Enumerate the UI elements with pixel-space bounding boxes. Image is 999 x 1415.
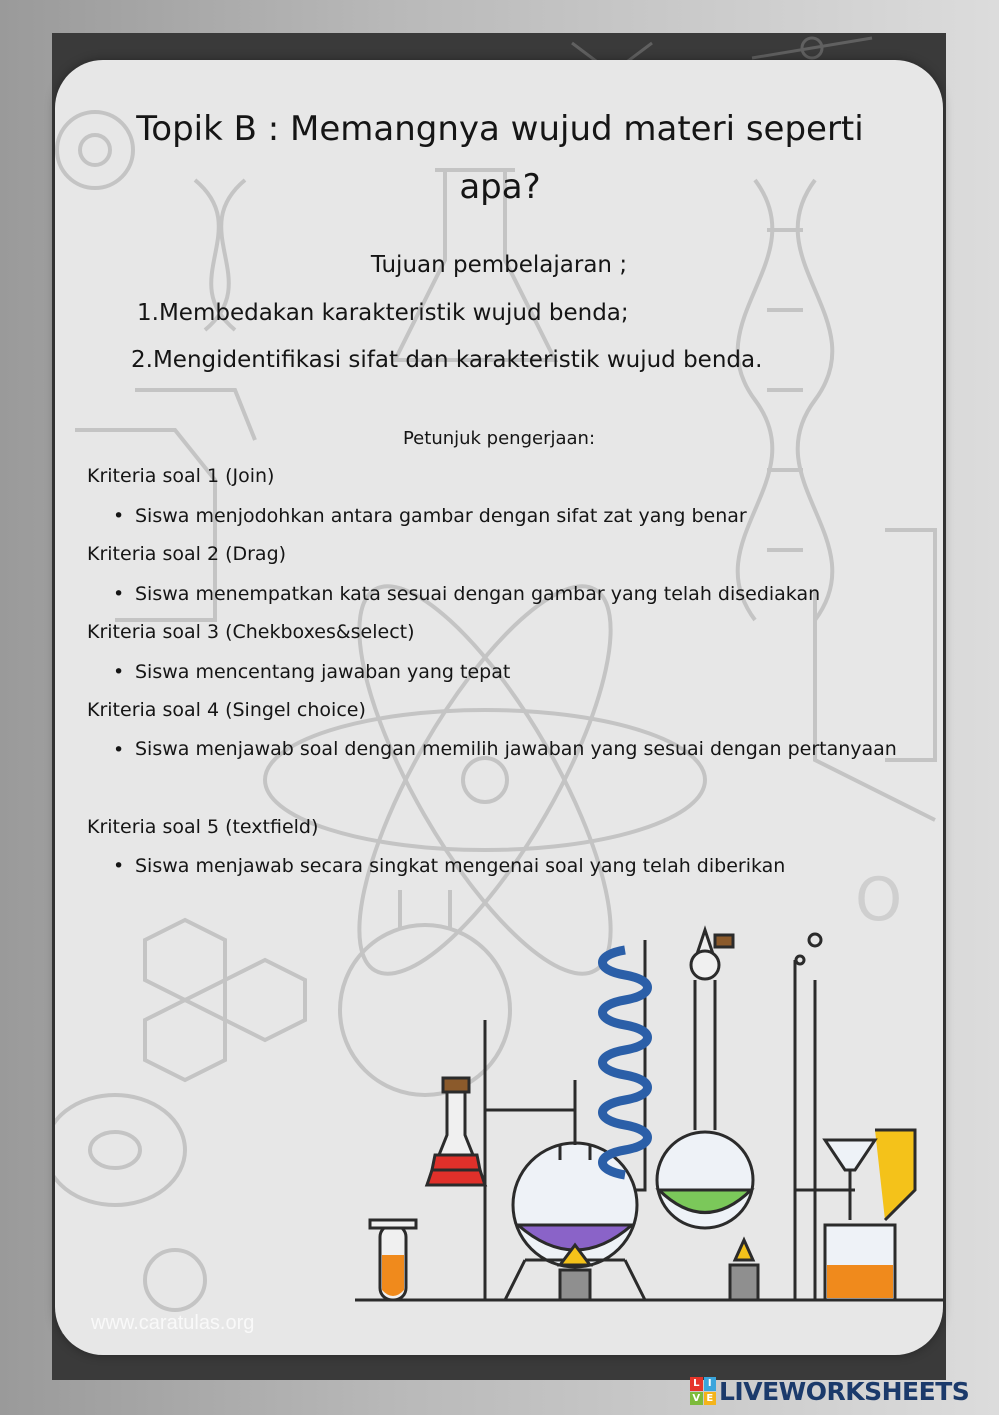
badge-letter-e: E: [704, 1392, 717, 1406]
criteria-bullet-text-1: Siswa menjodohkan antara gambar dengan sifat zat yang benar: [135, 505, 747, 527]
criteria-bullet-text-3: Siswa mencentang jawaban yang tepat: [135, 661, 511, 683]
criteria-title-1: Kriteria soal 1 (Join): [87, 465, 275, 487]
bullet-symbol: •: [113, 583, 125, 605]
criteria-bullet-text-5: Siswa menjawab secara singkat mengenai soal yang telah diberikan: [135, 855, 786, 877]
dna-icon: [738, 180, 833, 620]
liveworksheets-logo: [690, 1374, 969, 1408]
bullet-symbol: •: [113, 739, 125, 761]
criteria-title-5: Kriteria soal 5 (textfield): [87, 816, 319, 838]
bullet-symbol: •: [113, 855, 125, 877]
bullet-symbol: •: [113, 661, 125, 683]
page-title: Topik B : Memangnya wujud materi seperti apa?: [136, 109, 864, 207]
goals-heading: Tujuan pembelajaran ;: [370, 252, 628, 278]
worksheet-card: [55, 60, 943, 1355]
badge-letter-i: I: [704, 1377, 717, 1391]
liveworksheets-badge-icon: [690, 1377, 716, 1405]
bullet-symbol: •: [113, 505, 125, 527]
goal-item-1: 1.Membedakan karakteristik wujud benda;: [137, 300, 629, 326]
lab-apparatus-illustration: [355, 930, 943, 1300]
criteria-title-3: Kriteria soal 3 (Chekboxes&select): [87, 621, 415, 643]
criteria-title-4: Kriteria soal 4 (Singel choice): [87, 699, 366, 721]
badge-letter-v: V: [690, 1392, 703, 1406]
instructions-heading: Petunjuk pengerjaan:: [402, 428, 596, 449]
criteria-bullet-text-2: Siswa menempatkan kata sesuai dengan gambar yang telah disediakan: [135, 583, 821, 605]
source-watermark: www.caratulas.org: [91, 1312, 255, 1334]
liveworksheets-wordmark: LIVEWORKSHEETS: [719, 1376, 970, 1406]
criteria-bullet-text-4: Siswa menjawab soal dengan memilih jawaban yang sesuai dengan pertanyaan: [135, 738, 897, 760]
molecule-icon: [57, 112, 133, 188]
badge-letter-l: L: [690, 1377, 703, 1391]
goal-item-2: 2.Mengidentifikasi sifat dan karakteristik wujud benda.: [131, 347, 763, 373]
svg-text:O: O: [855, 865, 903, 935]
criteria-title-2: Kriteria soal 2 (Drag): [87, 543, 287, 565]
